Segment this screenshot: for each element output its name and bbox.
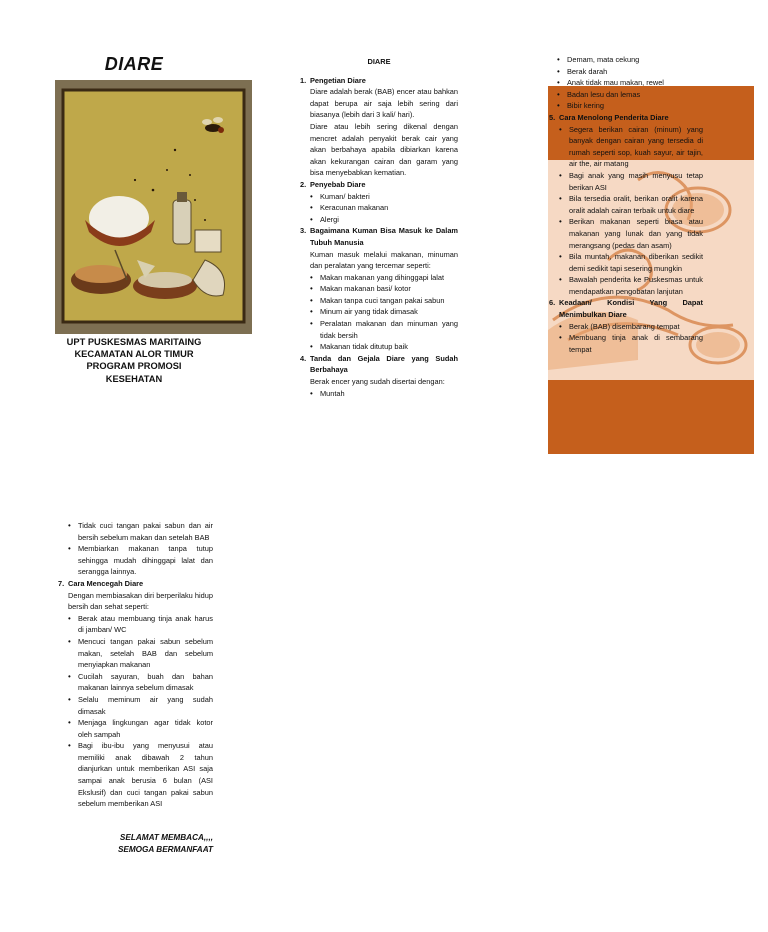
paragraph: Diare adalah berak (BAB) encer atau bahkan dapat berupa air saja lebih sering dari biasanya (lebih dari 3 kali/ hari).: [310, 87, 458, 120]
list-item: • Muntah: [310, 388, 458, 400]
paragraph: Kuman masuk melalui makanan, minuman dan peralatan yang tercemar seperti:: [310, 249, 458, 271]
list-item: • Segera berikan cairan (minum) yang banyak dengan cairan yang tersedia di rumah seperti sop, kuah sayur, air tajin, air the, air matang: [559, 124, 703, 170]
list-item: • Selalu meminum air yang sudah dimasak: [68, 694, 213, 717]
list-item: • Berikan makanan seperti biasa atau makanan yang lunak dan yang tidak merangsang (pedas dan asam): [559, 216, 703, 251]
list-item: • Mencuci tangan pakai sabun sebelum makan, setelah BAB dan sebelum menyiapkan makanan: [68, 636, 213, 671]
list-item: • Bibir kering: [557, 100, 703, 112]
section-4: [300, 353, 458, 399]
list-item: • Minum air yang tidak dimasak: [310, 306, 458, 318]
list-item: • Kuman/ bakteri: [310, 191, 458, 203]
section-6: [549, 297, 703, 355]
list-item: • Bagi ibu-ibu yang menyusui atau memiliki anak dibawah 2 tahun dianjurkan untuk memberikan ASI saja sampai anak berusia 6 bulan (ASI Ekslusif) dan cuci tangan pakai sabun sebelum memberikan ASI: [68, 740, 213, 810]
list-item: • Cucilah sayuran, buah dan bahan makanan lainnya sebelum dimasak: [68, 671, 213, 694]
list-item: • Badan lesu dan lemas: [557, 89, 703, 101]
list-item: • Peralatan makanan dan minuman yang tidak bersih: [310, 318, 458, 341]
list-item: • Menjaga lingkungan agar tidak kotor oleh sampah: [68, 717, 213, 740]
list-item: • Bagi anak yang masih menyusu tetap berikan ASI: [559, 170, 703, 193]
list-item: • Berak darah: [557, 66, 703, 78]
list-item: • Bila muntah, makanan diberikan sedikit demi sedikit tapi sesering mungkin: [559, 251, 703, 274]
list-item: • Makan tanpa cuci tangan pakai sabun: [310, 295, 458, 307]
section-title: 5. Cara Menolong Penderita Diare: [549, 112, 669, 122]
list-item: • Makan makanan yang dihinggapi lalat: [310, 272, 458, 284]
content-column-3: [549, 54, 703, 355]
list-item: • Bila tersedia oralit, berikan oralit karena oralit adalah cairan terbaik untuk diare: [559, 193, 703, 216]
org-line: KESEHATAN: [105, 373, 163, 384]
section-5: [549, 112, 703, 298]
section-3: [300, 225, 458, 353]
organization-block: [55, 336, 213, 385]
closing-line: SELAMAT MEMBACA,,,,: [119, 833, 213, 842]
decorative-banner-bottom: [548, 380, 754, 454]
content-column-2: [300, 56, 458, 399]
paragraph: Dengan membiasakan diri berperilaku hidup bersih dan sehat seperti:: [68, 590, 213, 612]
list-item: • Tidak cuci tangan pakai sabun dan air bersih sebelum makan dan setelah BAB: [68, 520, 213, 543]
list-item: • Keracunan makanan: [310, 202, 458, 214]
list-item: • Bawalah penderita ke Puskesmas untuk mendapatkan pengobatan lanjutan: [559, 274, 703, 297]
section-title: 2. Penyebab Diare: [300, 179, 366, 189]
fly-on-food-illustration: [55, 80, 252, 334]
column-heading: DIARE: [367, 57, 391, 66]
org-line: UPT PUSKESMAS MARITAING: [66, 337, 202, 347]
list-item: • Makanan tidak ditutup baik: [310, 341, 458, 353]
list-item: • Berak atau membuang tinja anak harus di jamban/ WC: [68, 613, 213, 636]
closing-line: SEMOGA BERMANFAAT: [117, 845, 213, 854]
closing-message: [58, 832, 213, 856]
list-item: • Demam, mata cekung: [557, 54, 703, 66]
org-line: KECAMATAN ALOR TIMUR: [74, 349, 194, 360]
paragraph: Diare atau lebih sering dikenal dengan mencret adalah penyakit berak cair yang akan berbahaya apabila dibiarkan karena akan kekurangan cairan dan garam yang bisa menyebabkan kematian.: [310, 121, 458, 178]
list-item: • Berak (BAB) disembarang tempat: [559, 321, 703, 333]
list-item: • Alergi: [310, 214, 458, 226]
content-column-4: [58, 520, 213, 810]
section-title: 1. Pengetian Diare: [300, 75, 366, 85]
section-title: 7. Cara Mencegah Diare: [58, 578, 144, 588]
list-item: • Membiarkan makanan tanpa tutup sehingga mudah dihinggapi lalat dan serangga lainnya.: [68, 543, 213, 578]
section-7: [58, 578, 213, 810]
section-2: [300, 179, 458, 225]
cover-illustration: [55, 80, 252, 334]
section-1: [300, 75, 458, 179]
list-item: • Anak tidak mau makan, rewel: [557, 77, 703, 89]
org-line: PROGRAM PROMOSI: [86, 361, 182, 372]
section-title: 6. Keadaan/ Kondisi Yang Dapat Menimbulkan Diare: [549, 298, 703, 320]
page-title: DIARE: [104, 54, 164, 74]
list-item: • Makan makanan basi/ kotor: [310, 283, 458, 295]
section-title: 4. Tanda dan Gejala Diare yang Sudah Berbahaya: [300, 353, 458, 375]
list-item: • Membuang tinja anak di sembarang tempat: [559, 332, 703, 355]
paragraph: Berak encer yang sudah disertai dengan:: [310, 377, 445, 387]
section-title: 3. Bagaimana Kuman Bisa Masuk ke Dalam Tubuh Manusia: [300, 226, 458, 247]
